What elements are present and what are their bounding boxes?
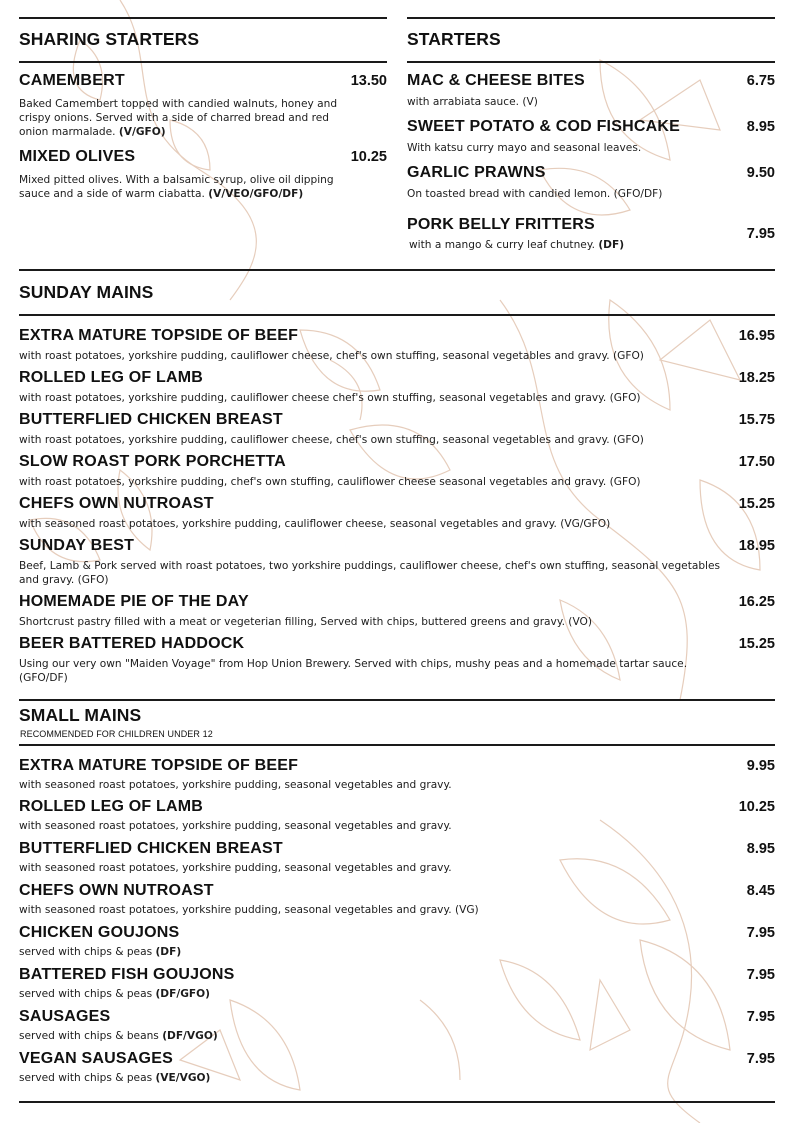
menu-item-description: with roast potatoes, yorkshire pudding, chef's own stuffing, cauliflower cheese seasonal vegetables and gravy. (GFO) [19, 476, 641, 488]
menu-item-description: with roast potatoes, yorkshire pudding, cauliflower cheese, chef's own stuffing, seasonal vegetables and gravy. (GFO) [19, 434, 644, 446]
menu-item-description: On toasted bread with candied lemon. (GFO/DF) [407, 188, 663, 200]
menu-item-price: 8.95 [746, 841, 775, 857]
dietary-tags: (DF/GFO) [155, 988, 210, 1000]
menu-item-name: PORK BELLY FRITTERS [407, 216, 595, 233]
divider [407, 17, 775, 19]
menu-item-description: with seasoned roast potatoes, yorkshire pudding, seasonal vegetables and gravy. [19, 779, 452, 791]
menu-item-description: served with chips & peas (DF) [19, 946, 182, 958]
divider [19, 699, 775, 701]
menu-item-name: ROLLED LEG OF LAMB [19, 798, 204, 815]
menu-item-name: CAMEMBERT [19, 72, 125, 89]
menu-item-description: with seasoned roast potatoes, yorkshire pudding, seasonal vegetables and gravy. [19, 820, 452, 832]
section-heading-small-mains: SMALL MAINS [19, 705, 142, 725]
menu-item-name: SLOW ROAST PORK PORCHETTA [19, 453, 286, 470]
menu-item-price: 7.95 [746, 226, 775, 242]
menu-item-description: Shortcrust pastry filled with a meat or vegeterian filling, Served with chips, buttered greens and gravy. (VO) [19, 616, 592, 628]
menu-item-name: CHICKEN GOUJONS [19, 924, 180, 941]
dietary-tags: (VE/VGO) [155, 1072, 211, 1084]
menu-item-price: 16.25 [738, 594, 775, 610]
menu-item-price: 15.25 [738, 496, 775, 512]
menu-item-price: 9.95 [746, 758, 775, 774]
menu-item-description: with seasoned roast potatoes, yorkshire pudding, seasonal vegetables and gravy. [19, 862, 452, 874]
divider [19, 314, 775, 316]
menu-item-name: MIXED OLIVES [19, 148, 136, 165]
menu-item-name: BATTERED FISH GOUJONS [19, 966, 235, 983]
menu-item-name: GARLIC PRAWNS [407, 164, 546, 181]
menu-item-name: CHEFS OWN NUTROAST [19, 495, 214, 512]
menu-item-price: 9.50 [746, 165, 775, 181]
menu-item-description: served with chips & beans (DF/VGO) [19, 1030, 218, 1042]
menu-item-description: with arrabiata sauce. (V) [407, 96, 538, 108]
menu-item-name: HOMEMADE PIE OF THE DAY [19, 593, 249, 610]
menu-item-price: 7.95 [746, 1051, 775, 1067]
menu-item-description: with roast potatoes, yorkshire pudding, cauliflower cheese chef's own stuffing, seasonal vegetables and gravy. (GFO) [19, 392, 641, 404]
menu-item-description: served with chips & peas (DF/GFO) [19, 988, 210, 1000]
menu-item-name: BUTTERFLIED CHICKEN BREAST [19, 411, 283, 428]
section-heading-starters: STARTERS [407, 29, 501, 49]
menu-item-price: 16.95 [738, 328, 775, 344]
menu-item-price: 10.25 [350, 149, 387, 165]
menu-item-name: ROLLED LEG OF LAMB [19, 369, 204, 386]
menu-item-price: 18.95 [738, 538, 775, 554]
menu-item-name: SWEET POTATO & COD FISHCAKE [407, 118, 680, 135]
menu-item-name: BEER BATTERED HADDOCK [19, 635, 245, 652]
menu-item-description: Using our very own "Maiden Voyage" from Hop Union Brewery. Served with chips, mushy peas and a homemade tartar sauce. (GFO/DF) [19, 658, 688, 684]
dietary-tags: (V/VEO/GFO/DF) [208, 188, 304, 200]
menu-item-price: 15.75 [738, 412, 775, 428]
menu-item-description: with roast potatoes, yorkshire pudding, cauliflower cheese, chef's own stuffing, seasonal vegetables and gravy. (GFO) [19, 350, 644, 362]
divider [19, 744, 775, 746]
section-heading-sharing-starters: SHARING STARTERS [19, 29, 200, 49]
dietary-tags: (DF/VGO) [162, 1030, 218, 1042]
menu-item-name: EXTRA MATURE TOPSIDE OF BEEF [19, 327, 299, 344]
divider [19, 269, 775, 271]
menu-item-name: SAUSAGES [19, 1008, 111, 1025]
menu-item-name: EXTRA MATURE TOPSIDE OF BEEF [19, 757, 299, 774]
menu-item-price: 13.50 [350, 73, 387, 89]
menu-item-price: 7.95 [746, 967, 775, 983]
divider [19, 61, 387, 63]
menu-item-price: 6.75 [746, 73, 775, 89]
menu-item-price: 17.50 [738, 454, 775, 470]
menu-item-price: 18.25 [738, 370, 775, 386]
menu-item-name: VEGAN SAUSAGES [19, 1050, 173, 1067]
section-heading-sunday-mains: SUNDAY MAINS [19, 282, 154, 302]
menu-item-name: SUNDAY BEST [19, 537, 135, 554]
menu-item-name: CHEFS OWN NUTROAST [19, 882, 214, 899]
menu-item-price: 7.95 [746, 925, 775, 941]
menu-item-price: 15.25 [738, 636, 775, 652]
menu-item-price: 10.25 [738, 799, 775, 815]
menu-item-description: served with chips & peas (VE/VGO) [19, 1072, 211, 1084]
menu-item-description: with a mango & curry leaf chutney. (DF) [409, 239, 625, 251]
menu-item-description: With katsu curry mayo and seasonal leaves. [407, 142, 642, 154]
divider [19, 1101, 775, 1103]
menu-item-price: 7.95 [746, 1009, 775, 1025]
menu-item-description: Baked Camembert topped with candied walnuts, honey and crispy onions. Served with a side of charred bread and red onion marmalade. (V/GFO) [19, 98, 338, 138]
menu-item-description: Beef, Lamb & Pork served with roast potatoes, two yorkshire puddings, cauliflower cheese, chef's own stuffing, seasonal vegetables and gravy. (GFO) [19, 560, 721, 586]
menu-item-name: BUTTERFLIED CHICKEN BREAST [19, 840, 283, 857]
menu-item-description: with seasoned roast potatoes, yorkshire pudding, cauliflower cheese, seasonal vegetables and gravy. (VG/GFO) [19, 518, 611, 530]
menu-item-name: MAC & CHEESE BITES [407, 72, 585, 89]
menu-item-description: Mixed pitted olives. With a balsamic syrup, olive oil dipping sauce and a side of warm ciabatta. (V/VEO/GFO/DF) [19, 174, 334, 200]
dietary-tags: (DF) [598, 239, 625, 251]
menu-item-price: 8.95 [746, 119, 775, 135]
menu-item-price: 8.45 [746, 883, 775, 899]
menu-item-description: with seasoned roast potatoes, yorkshire pudding, seasonal vegetables and gravy. (VG) [19, 904, 479, 916]
divider [19, 17, 387, 19]
dietary-tags: (DF) [155, 946, 182, 958]
section-subtitle: RECOMMENDED FOR CHILDREN UNDER 12 [20, 729, 213, 739]
dietary-tags: (V/GFO) [118, 126, 166, 138]
divider [407, 61, 775, 63]
